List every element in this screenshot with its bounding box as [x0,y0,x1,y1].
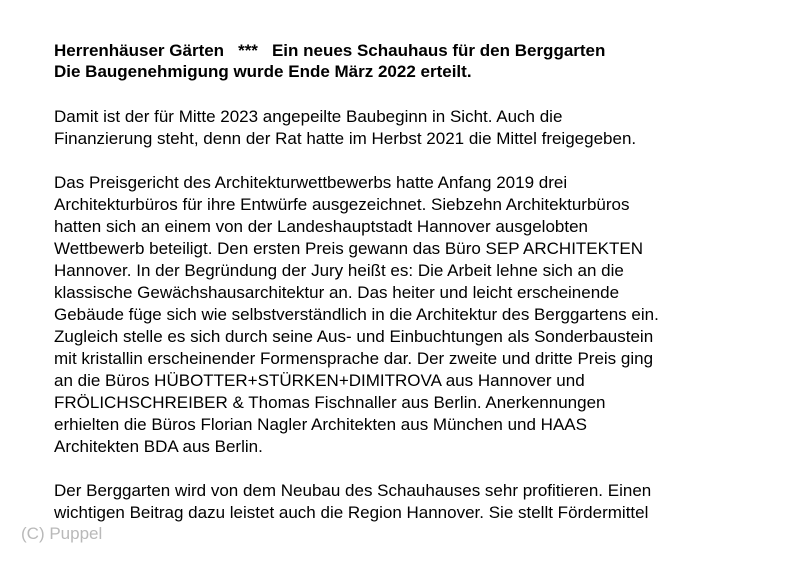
text-line: Gebäude füge sich wie selbstverständlich in die Architektur des Berggartens ein. [54,305,659,324]
text-line: hatten sich an einem von der Landeshauptstadt Hannover ausgelobten [54,217,588,236]
headline-location: Herrenhäuser Gärten [54,41,225,60]
headline [54,40,774,82]
text-line: Zugleich stelle es sich durch seine Aus- und Einbuchtungen als Sonderbaustein [54,327,654,346]
document-body [54,40,774,524]
text-line: Architekten BDA aus Berlin. [54,437,263,456]
text-line: Hannover. In der Begründung der Jury heißt es: Die Arbeit lehne sich an die [54,261,624,280]
headline-subline: Die Baugenehmigung wurde Ende März 2022 erteilt. [54,62,472,81]
text-line: erhielten die Büros Florian Nagler Architekten aus München und HAAS [54,415,587,434]
paragraph-competition [54,172,774,458]
text-line: Das Preisgericht des Architekturwettbewerbs hatte Anfang 2019 drei [54,173,568,192]
text-line: Wettbewerb beteiligt. Den ersten Preis gewann das Büro SEP ARCHITEKTEN [54,239,643,258]
text-line: Der Berggarten wird von dem Neubau des Schauhauses sehr profitieren. Einen [54,481,652,500]
text-line: Finanzierung steht, denn der Rat hatte im Herbst 2021 die Mittel freigegeben. [54,129,637,148]
paragraph-construction-start [54,106,774,150]
text-line: Architekturbüros für ihre Entwürfe ausgezeichnet. Siebzehn Architekturbüros [54,195,630,214]
text-line: wichtigen Beitrag dazu leistet auch die Region Hannover. Sie stellt Fördermittel [54,503,649,522]
headline-separator: *** [238,41,258,60]
headline-topic: Ein neues Schauhaus für den Berggarten [271,41,606,60]
text-line: FRÖLICHSCHREIBER & Thomas Fischnaller aus Berlin. Anerkennungen [54,393,606,412]
text-line: mit kristallin erscheinender Formensprache dar. Der zweite und dritte Preis ging [54,349,654,368]
paragraph-benefit [54,480,774,524]
text-line: an die Büros HÜBOTTER+STÜRKEN+DIMITROVA aus Hannover und [54,371,585,390]
text-line: klassische Gewächshausarchitektur an. Das heiter und leicht erscheinende [54,283,620,302]
text-line: Damit ist der für Mitte 2023 angepeilte Baubeginn in Sicht. Auch die [54,107,563,126]
copyright-watermark: (C) Puppel [21,524,103,543]
